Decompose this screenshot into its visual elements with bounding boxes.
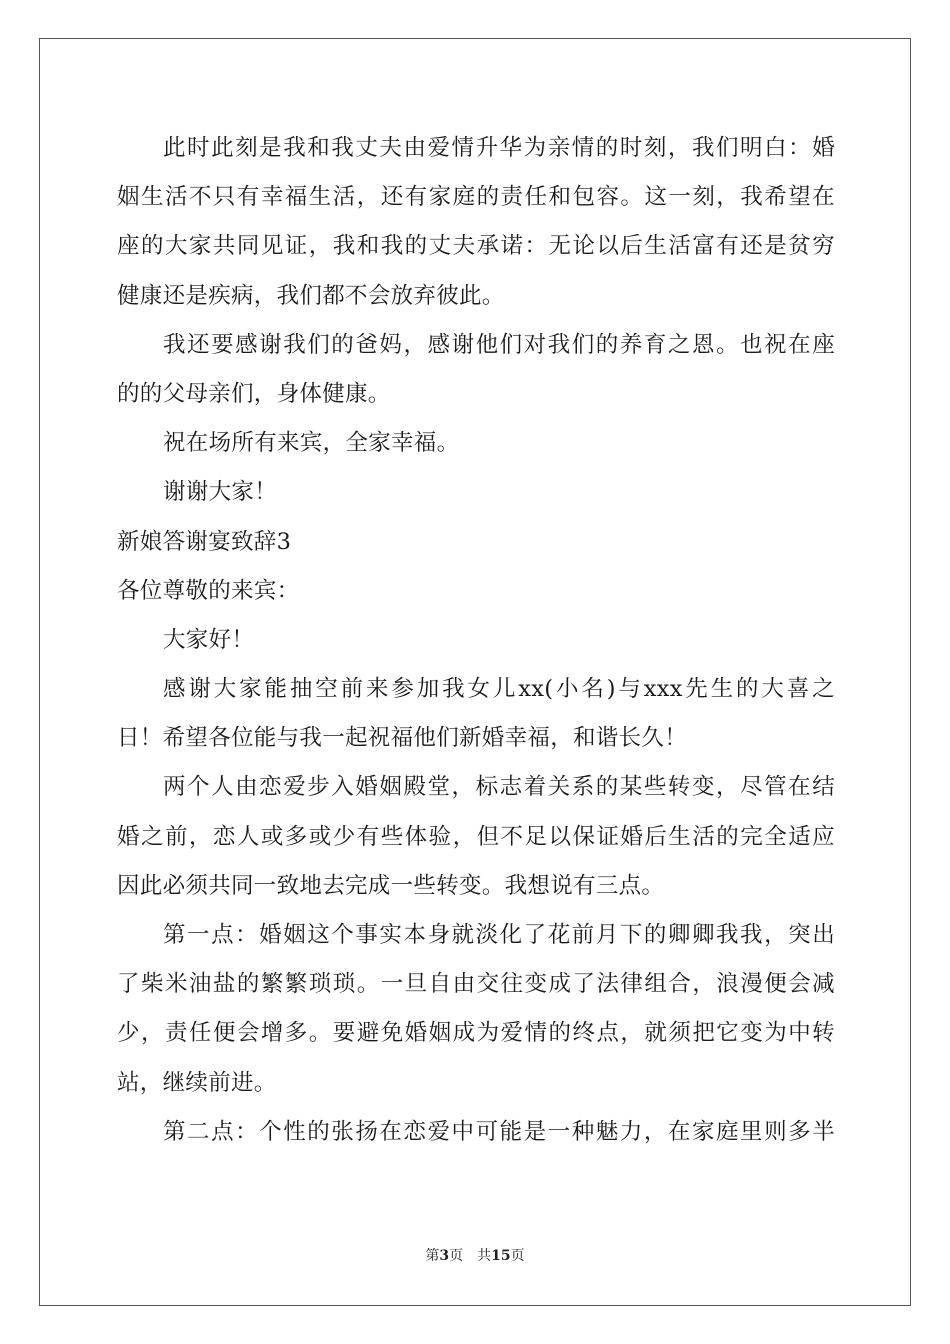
text-line: 姻生活不只有幸福生活，还有家庭的责任和包容。这一刻，我希望在: [117, 184, 835, 211]
text-line: 因此必须共同一致地去完成一些转变。我想说有三点。: [117, 872, 665, 899]
footer-page-number: 3: [439, 1248, 450, 1264]
text-line: 的的父母亲们，身体健康。: [117, 380, 391, 407]
document-body: [117, 124, 835, 1157]
text-line: 祝在场所有来宾，全家幸福。: [163, 430, 460, 457]
footer-total-prefix: 共: [477, 1248, 492, 1264]
text-line: 站，继续前进。: [117, 1069, 277, 1096]
footer-page-suffix: 页: [449, 1248, 464, 1264]
text-line: 第一点：婚姻这个事实本身就淡化了花前月下的卿卿我我，突出: [163, 922, 835, 948]
text-line: 大家好！: [163, 626, 255, 653]
text-line: 此时此刻是我和我丈夫由爱情升华为亲情的时刻，我们明白：婚: [163, 135, 835, 161]
text-line: 第二点：个性的张扬在恋爱中可能是一种魅力，在家庭里则多半: [163, 1118, 835, 1145]
salutation: 各位尊敬的来宾：: [117, 577, 300, 604]
footer-page-prefix: 第: [425, 1248, 440, 1264]
page-footer: [0, 1245, 950, 1265]
text-line: 谢谢大家！: [163, 479, 278, 506]
text-line: 婚之前，恋人或多或少有些体验，但不足以保证婚后生活的完全适应: [117, 823, 835, 850]
text-line: 两个人由恋爱步入婚姻殿堂，标志着关系的某些转变，尽管在结: [163, 774, 835, 801]
text-line: 日！希望各位能与我一起祝福他们新婚幸福，和谐长久！: [117, 725, 688, 752]
text-line: 健康还是疾病，我们都不会放弃彼此。: [117, 282, 505, 309]
text-line: 少，责任便会增多。要避免婚姻成为爱情的终点，就须把它变为中转: [117, 1020, 835, 1047]
text-line: 座的大家共同见证，我和我的丈夫承诺：无论以后生活富有还是贫穷: [117, 233, 835, 260]
footer-total-pages: 15: [491, 1248, 511, 1264]
text-line: 感谢大家能抽空前来参加我女儿xx(小名)与xxx先生的大喜之: [163, 676, 835, 703]
footer-total-suffix: 页: [510, 1248, 525, 1264]
section-heading: 新娘答谢宴致辞3: [117, 528, 292, 555]
text-line: 我还要感谢我们的爸妈，感谢他们对我们的养育之恩。也祝在座: [163, 331, 835, 358]
text-line: 了柴米油盐的繁繁琐琐。一旦自由交往变成了法律组合，浪漫便会减: [117, 971, 835, 998]
